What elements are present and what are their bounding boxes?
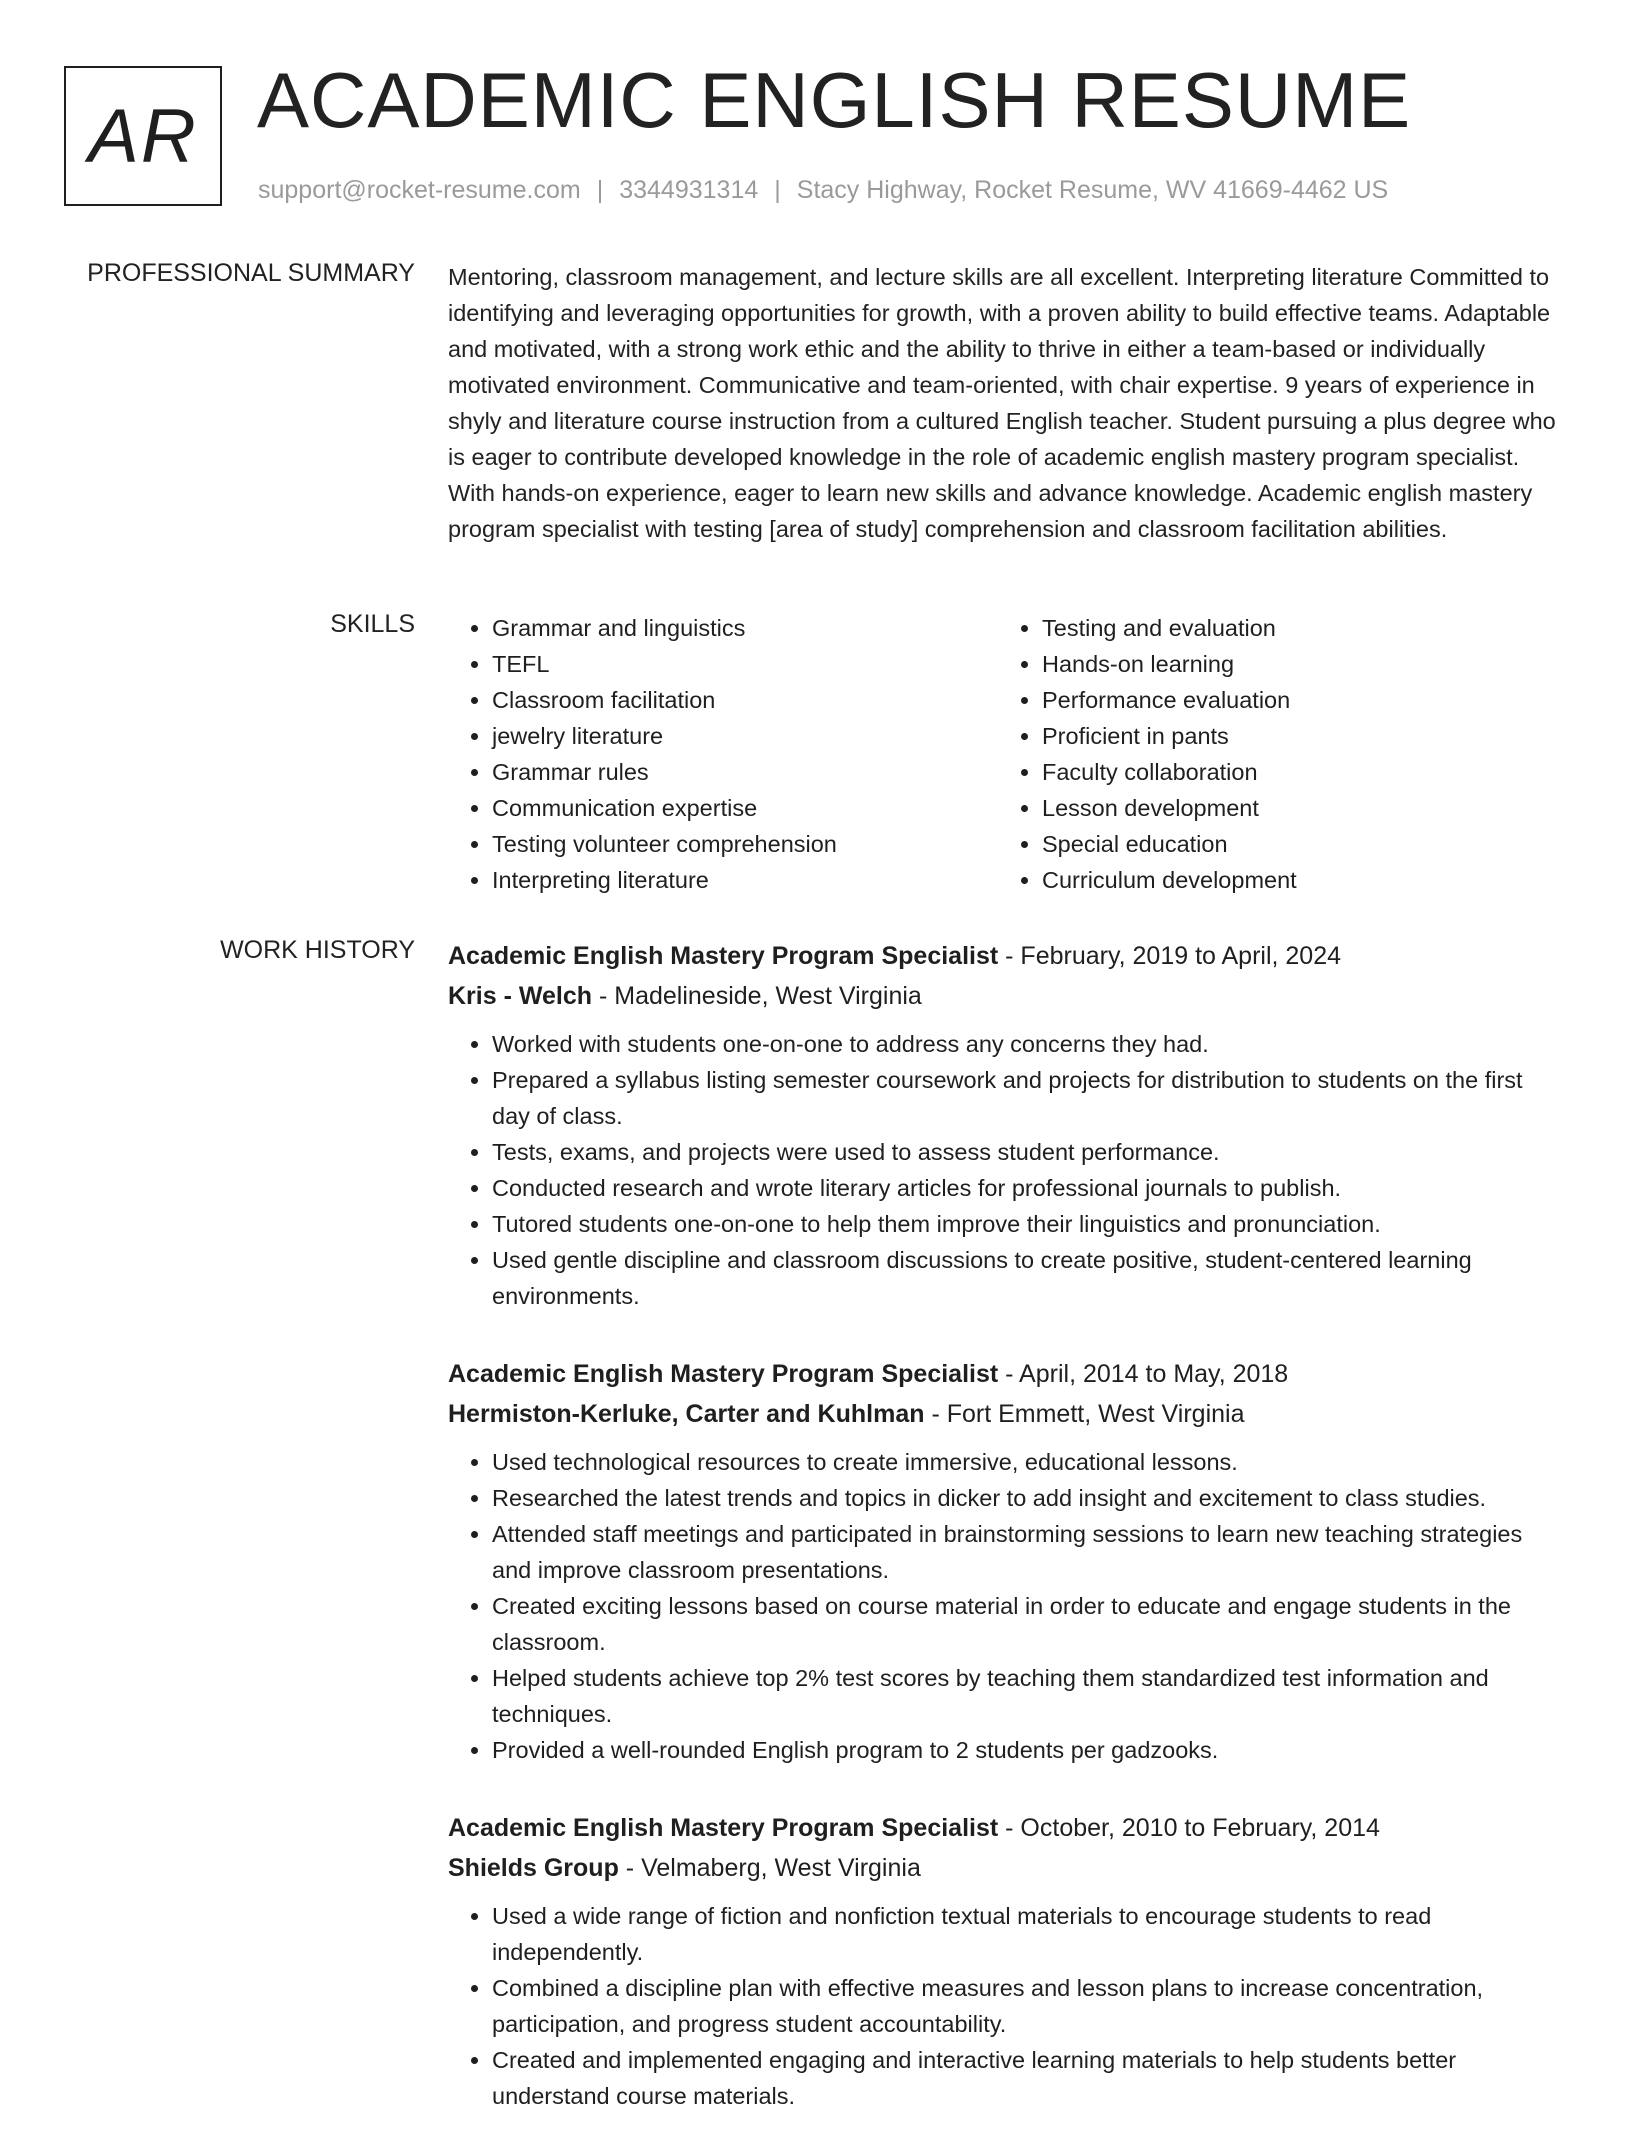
job-location: - Fort Emmett, West Virginia [924,1400,1245,1428]
job-title: Academic English Mastery Program Specialist [448,1814,999,1842]
job-title: Academic English Mastery Program Specialist [448,942,999,970]
job-company-line [448,1848,1558,1888]
skills-heading: SKILLS [330,610,415,638]
job-bullet: • Used technological resources to create immersive, educational lessons. [492,1444,1558,1480]
job-bullets [448,1444,1558,1768]
skill-item: • TEFL [492,646,998,682]
job-title-line [448,1808,1558,1848]
job-bullet: • Used gentle discipline and classroom discussions to create positive, student-centered learning environments. [492,1242,1558,1314]
job-company: Shields Group [448,1854,619,1882]
summary-heading: PROFESSIONAL SUMMARY [87,259,415,287]
skill-item: • Classroom facilitation [492,682,998,718]
work-history-heading: WORK HISTORY [220,936,415,964]
job-bullet: • Created exciting lessons based on course material in order to educate and engage students in the classroom. [492,1588,1558,1660]
job-bullet: • Conducted research and wrote literary articles for professional journals to publish. [492,1170,1558,1206]
summary-text: Mentoring, classroom management, and lecture skills are all excellent. Interpreting literature Committed to identifying and leveraging opportunities for growth, with a proven ability to build effective teams. Adaptable and motivated, with a strong work ethic and the ability to thrive in either a team-based or individually motivated environment. Communicative and team-oriented, with chair expertise. 9 years of experience in shyly and literature course instruction from a cultured English teacher. Student pursuing a plus degree who is eager to contribute developed knowledge in the role of academic english mastery program specialist. With hands-on experience, eager to learn new skills and advance knowledge. Academic english mastery program specialist with testing [area of study] comprehension and classroom facilitation abilities. [448,264,1556,542]
job-bullet: • Worked with students one-on-one to address any concerns they had. [492,1026,1558,1062]
job-bullets [448,1898,1558,2114]
job-company: Hermiston-Kerluke, Carter and Kuhlman [448,1400,925,1428]
job-bullet: • Tests, exams, and projects were used to assess student performance. [492,1134,1558,1170]
skills-list-left [448,610,998,898]
skill-item: • Grammar rules [492,754,998,790]
job-dates: - October, 2010 to February, 2014 [998,1814,1380,1842]
job-bullet: • Combined a discipline plan with effective measures and lesson plans to increase concentration, participation, and progress student accountability. [492,1970,1558,2042]
resume-title: ACADEMIC ENGLISH RESUME [257,56,1412,144]
job-title-line [448,1354,1558,1394]
job-bullet: • Created and implemented engaging and interactive learning materials to help students better understand course materials. [492,2042,1558,2114]
monogram-logo: AR [64,66,222,206]
skill-item: • Lesson development [1042,790,1548,826]
job-company-line [448,976,1558,1016]
job-bullet: • Attended staff meetings and participated in brainstorming sessions to learn new teaching strategies and improve classroom presentations. [492,1516,1558,1588]
job-title: Academic English Mastery Program Specialist [448,1360,999,1388]
job-bullets [448,1026,1558,1314]
contact-line [258,176,1388,205]
skill-item: • Testing and evaluation [1042,610,1548,646]
job-dates: - February, 2019 to April, 2024 [998,942,1342,970]
job-bullet: • Provided a well-rounded English program to 2 students per gadzooks. [492,1732,1558,1768]
job-company-line [448,1394,1558,1434]
job-entry [448,1808,1558,2114]
skill-item: • Curriculum development [1042,862,1548,898]
job-bullet: • Researched the latest trends and topics in dicker to add insight and excitement to class studies. [492,1480,1558,1516]
contact-separator: | [596,176,604,204]
job-entry [448,1354,1558,1768]
skills-list-right [998,610,1548,898]
job-dates: - April, 2014 to May, 2018 [998,1360,1289,1388]
skill-item: • Special education [1042,826,1548,862]
skill-item: • Faculty collaboration [1042,754,1548,790]
job-bullet: • Helped students achieve top 2% test scores by teaching them standardized test information and techniques. [492,1660,1558,1732]
job-bullet: • Prepared a syllabus listing semester coursework and projects for distribution to students on the first day of class. [492,1062,1558,1134]
contact-address: Stacy Highway, Rocket Resume, WV 41669-4462 US [796,176,1389,204]
skill-item: • Communication expertise [492,790,998,826]
job-location: - Velmaberg, West Virginia [618,1854,921,1882]
skill-item: • Grammar and linguistics [492,610,998,646]
job-bullet: • Used a wide range of fiction and nonfiction textual materials to encourage students to read independently. [492,1898,1558,1970]
skill-item: • Testing volunteer comprehension [492,826,998,862]
job-location: - Madelineside, West Virginia [592,982,922,1010]
contact-phone: 3344931314 [619,176,759,204]
skill-item: • Performance evaluation [1042,682,1548,718]
skill-item: • Hands-on learning [1042,646,1548,682]
job-bullet: • Tutored students one-on-one to help them improve their linguistics and pronunciation. [492,1206,1558,1242]
job-title-line [448,936,1558,976]
skill-item: • jewelry literature [492,718,998,754]
contact-separator: | [774,176,781,204]
contact-email: support@rocket-resume.com [258,176,581,204]
skill-item: • Interpreting literature [492,862,998,898]
skill-item: • Proficient in pants [1042,718,1548,754]
job-company: Kris - Welch [448,982,593,1010]
job-entry [448,936,1558,1314]
